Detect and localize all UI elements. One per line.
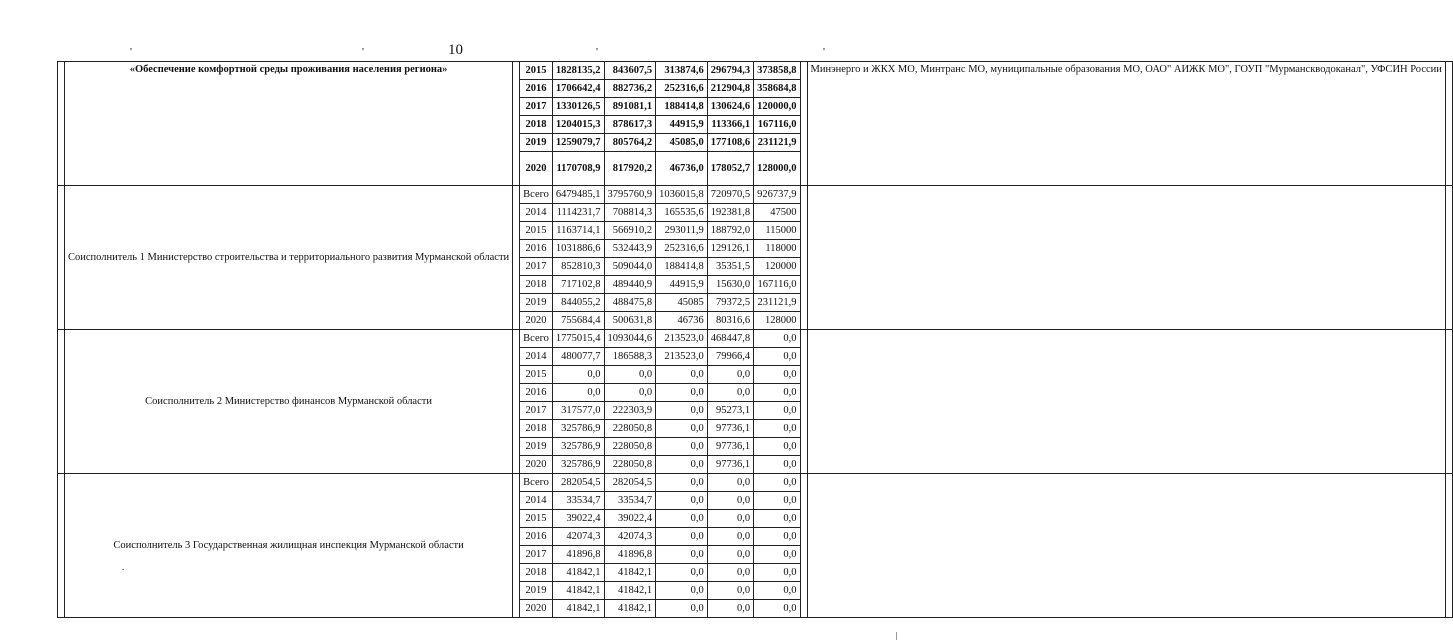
value-cell: 0,0: [656, 438, 708, 456]
value-cell: 0,0: [707, 492, 753, 510]
value-cell: 805764,2: [604, 134, 656, 152]
row-spacer: [807, 474, 1445, 618]
value-cell: 120000: [754, 258, 800, 276]
value-cell: 130624,6: [707, 98, 753, 116]
value-cell: 0,0: [707, 510, 753, 528]
value-cell: 282054,5: [604, 474, 656, 492]
value-cell: 0,0: [754, 474, 800, 492]
year-cell: Всего: [520, 330, 553, 348]
value-cell: 97736,1: [707, 420, 753, 438]
value-cell: 97736,1: [707, 438, 753, 456]
value-cell: 41842,1: [604, 600, 656, 618]
value-cell: 45085: [656, 294, 708, 312]
value-cell: 0,0: [604, 384, 656, 402]
row-spacer: [800, 474, 807, 618]
value-cell: 468447,8: [707, 330, 753, 348]
year-cell: 2020: [520, 312, 553, 330]
value-cell: 0,0: [754, 420, 800, 438]
value-cell: 0,0: [754, 384, 800, 402]
value-cell: 186588,3: [604, 348, 656, 366]
value-cell: 1775015,4: [552, 330, 604, 348]
row-spacer: [58, 186, 65, 330]
value-cell: 128000: [754, 312, 800, 330]
section-label: Соисполнитель 2 Министерство финансов Мурманской области: [65, 330, 513, 474]
value-cell: 33534,7: [552, 492, 604, 510]
value-cell: 1259079,7: [552, 134, 604, 152]
value-cell: 1093044,6: [604, 330, 656, 348]
value-cell: 708814,3: [604, 204, 656, 222]
value-cell: 0,0: [754, 528, 800, 546]
value-cell: 1170708,9: [552, 152, 604, 186]
year-cell: 2015: [520, 222, 553, 240]
value-cell: 79372,5: [707, 294, 753, 312]
value-cell: 45085,0: [656, 134, 708, 152]
value-cell: 41842,1: [552, 600, 604, 618]
value-cell: 79966,4: [707, 348, 753, 366]
value-cell: 282054,5: [552, 474, 604, 492]
year-cell: 2015: [520, 366, 553, 384]
year-cell: 2014: [520, 204, 553, 222]
value-cell: 1031886,6: [552, 240, 604, 258]
value-cell: 167116,0: [754, 276, 800, 294]
value-cell: 47500: [754, 204, 800, 222]
value-cell: 0,0: [656, 384, 708, 402]
value-cell: 228050,8: [604, 456, 656, 474]
section-label: «Обеспечение комфортной среды проживания населения региона»: [65, 62, 513, 186]
value-cell: 0,0: [754, 456, 800, 474]
value-cell: 46736: [656, 312, 708, 330]
value-cell: 566910,2: [604, 222, 656, 240]
row-spacer: [58, 330, 65, 474]
value-cell: 1163714,1: [552, 222, 604, 240]
year-cell: 2014: [520, 348, 553, 366]
value-cell: 41842,1: [552, 582, 604, 600]
year-cell: 2017: [520, 546, 553, 564]
value-cell: 0,0: [754, 582, 800, 600]
scan-edge: [896, 632, 897, 640]
row-spacer: [1445, 474, 1452, 618]
value-cell: 1204015,3: [552, 116, 604, 134]
year-cell: 2017: [520, 402, 553, 420]
value-cell: 878617,3: [604, 116, 656, 134]
value-cell: 213523,0: [656, 330, 708, 348]
value-cell: 0,0: [552, 384, 604, 402]
year-cell: 2020: [520, 600, 553, 618]
value-cell: 489440,9: [604, 276, 656, 294]
year-cell: 2019: [520, 438, 553, 456]
value-cell: 118000: [754, 240, 800, 258]
value-cell: 1706642,4: [552, 80, 604, 98]
value-cell: 41842,1: [604, 564, 656, 582]
value-cell: 532443,9: [604, 240, 656, 258]
value-cell: 231121,9: [754, 134, 800, 152]
value-cell: 717102,8: [552, 276, 604, 294]
value-cell: 44915,9: [656, 276, 708, 294]
table-row: [58, 330, 1453, 348]
value-cell: 488475,8: [604, 294, 656, 312]
year-cell: 2015: [520, 62, 553, 80]
value-cell: 852810,3: [552, 258, 604, 276]
value-cell: 1330126,5: [552, 98, 604, 116]
value-cell: 113366,1: [707, 116, 753, 134]
value-cell: 0,0: [754, 402, 800, 420]
value-cell: 0,0: [707, 384, 753, 402]
row-spacer: [513, 186, 520, 330]
value-cell: 325786,9: [552, 438, 604, 456]
value-cell: 178052,7: [707, 152, 753, 186]
row-spacer: [1445, 330, 1452, 474]
value-cell: 95273,1: [707, 402, 753, 420]
row-spacer: [800, 62, 807, 186]
funding-table: [57, 61, 1453, 618]
value-cell: 720970,5: [707, 186, 753, 204]
value-cell: 817920,2: [604, 152, 656, 186]
value-cell: 42074,3: [552, 528, 604, 546]
value-cell: 0,0: [656, 510, 708, 528]
value-cell: 42074,3: [604, 528, 656, 546]
value-cell: 0,0: [656, 564, 708, 582]
value-cell: 0,0: [707, 600, 753, 618]
year-cell: 2016: [520, 528, 553, 546]
value-cell: 755684,4: [552, 312, 604, 330]
value-cell: 46736,0: [656, 152, 708, 186]
value-cell: 188792,0: [707, 222, 753, 240]
value-cell: 0,0: [707, 582, 753, 600]
value-cell: 373858,8: [754, 62, 800, 80]
year-cell: 2020: [520, 152, 553, 186]
value-cell: 0,0: [754, 366, 800, 384]
value-cell: 0,0: [754, 564, 800, 582]
value-cell: 41896,8: [604, 546, 656, 564]
value-cell: 0,0: [656, 528, 708, 546]
value-cell: 500631,8: [604, 312, 656, 330]
value-cell: 167116,0: [754, 116, 800, 134]
value-cell: 0,0: [707, 474, 753, 492]
value-cell: 0,0: [754, 492, 800, 510]
row-spacer: [58, 474, 65, 618]
value-cell: 0,0: [754, 510, 800, 528]
value-cell: 212904,8: [707, 80, 753, 98]
value-cell: 128000,0: [754, 152, 800, 186]
table-row: [58, 474, 1453, 492]
value-cell: 926737,9: [754, 186, 800, 204]
value-cell: 222303,9: [604, 402, 656, 420]
value-cell: 41842,1: [604, 582, 656, 600]
value-cell: 0,0: [656, 546, 708, 564]
value-cell: 0,0: [656, 366, 708, 384]
value-cell: 293011,9: [656, 222, 708, 240]
value-cell: 120000,0: [754, 98, 800, 116]
value-cell: 1036015,8: [656, 186, 708, 204]
row-spacer: [513, 62, 520, 186]
value-cell: 296794,3: [707, 62, 753, 80]
value-cell: 228050,8: [604, 420, 656, 438]
table-row: [58, 62, 1453, 80]
value-cell: 41842,1: [552, 564, 604, 582]
value-cell: 891081,1: [604, 98, 656, 116]
top-mark: ': [362, 46, 364, 58]
row-spacer: [800, 330, 807, 474]
value-cell: 0,0: [656, 456, 708, 474]
row-spacer: [513, 330, 520, 474]
year-cell: 2016: [520, 240, 553, 258]
value-cell: 231121,9: [754, 294, 800, 312]
year-cell: 2020: [520, 456, 553, 474]
row-spacer: [513, 474, 520, 618]
value-cell: 41896,8: [552, 546, 604, 564]
value-cell: 6479485,1: [552, 186, 604, 204]
value-cell: 843607,5: [604, 62, 656, 80]
year-cell: Всего: [520, 186, 553, 204]
value-cell: 0,0: [656, 600, 708, 618]
row-spacer: [807, 186, 1445, 330]
top-mark: ': [130, 46, 132, 58]
value-cell: 317577,0: [552, 402, 604, 420]
value-cell: 0,0: [707, 546, 753, 564]
value-cell: 1828135,2: [552, 62, 604, 80]
year-cell: 2017: [520, 98, 553, 116]
year-cell: 2018: [520, 564, 553, 582]
value-cell: 844055,2: [552, 294, 604, 312]
value-cell: 325786,9: [552, 456, 604, 474]
top-mark: ': [596, 46, 598, 58]
row-spacer: [800, 186, 807, 330]
row-spacer: [1445, 62, 1452, 186]
value-cell: 80316,6: [707, 312, 753, 330]
value-cell: 0,0: [754, 348, 800, 366]
year-cell: 2019: [520, 134, 553, 152]
year-cell: Всего: [520, 474, 553, 492]
value-cell: 0,0: [656, 492, 708, 510]
year-cell: 2018: [520, 276, 553, 294]
value-cell: 509044,0: [604, 258, 656, 276]
bottom-mark: .: [122, 562, 125, 572]
value-cell: 44915,9: [656, 116, 708, 134]
row-spacer: [1445, 186, 1452, 330]
value-cell: 0,0: [754, 546, 800, 564]
value-cell: 165535,6: [656, 204, 708, 222]
value-cell: 882736,2: [604, 80, 656, 98]
value-cell: 0,0: [754, 600, 800, 618]
value-cell: 0,0: [604, 366, 656, 384]
value-cell: 0,0: [656, 582, 708, 600]
value-cell: 228050,8: [604, 438, 656, 456]
value-cell: 0,0: [656, 474, 708, 492]
value-cell: 33534,7: [604, 492, 656, 510]
value-cell: 177108,6: [707, 134, 753, 152]
year-cell: 2016: [520, 80, 553, 98]
value-cell: 358684,8: [754, 80, 800, 98]
value-cell: 3795760,9: [604, 186, 656, 204]
value-cell: 0,0: [552, 366, 604, 384]
executor-note: Минэнерго и ЖКХ МО, Минтранс МО, муниципальные образования МО, ОАО" АИЖК МО", ГОУП "Мурманскводоканал", УФСИН России: [807, 62, 1445, 186]
value-cell: 0,0: [656, 420, 708, 438]
year-cell: 2017: [520, 258, 553, 276]
value-cell: 1114231,7: [552, 204, 604, 222]
year-cell: 2014: [520, 492, 553, 510]
value-cell: 480077,7: [552, 348, 604, 366]
top-mark: ': [823, 46, 825, 58]
table-row: [58, 186, 1453, 204]
value-cell: 188414,8: [656, 98, 708, 116]
year-cell: 2018: [520, 116, 553, 134]
value-cell: 313874,6: [656, 62, 708, 80]
value-cell: 0,0: [754, 330, 800, 348]
value-cell: 35351,5: [707, 258, 753, 276]
value-cell: 213523,0: [656, 348, 708, 366]
year-cell: 2019: [520, 294, 553, 312]
value-cell: 188414,8: [656, 258, 708, 276]
value-cell: 0,0: [707, 564, 753, 582]
value-cell: 129126,1: [707, 240, 753, 258]
value-cell: 39022,4: [604, 510, 656, 528]
year-cell: 2019: [520, 582, 553, 600]
row-spacer: [58, 62, 65, 186]
value-cell: 15630,0: [707, 276, 753, 294]
value-cell: 325786,9: [552, 420, 604, 438]
value-cell: 192381,8: [707, 204, 753, 222]
page-number: 10: [448, 42, 463, 58]
value-cell: 97736,1: [707, 456, 753, 474]
year-cell: 2016: [520, 384, 553, 402]
row-spacer: [807, 330, 1445, 474]
value-cell: 252316,6: [656, 240, 708, 258]
value-cell: 0,0: [754, 438, 800, 456]
year-cell: 2015: [520, 510, 553, 528]
value-cell: 0,0: [707, 366, 753, 384]
year-cell: 2018: [520, 420, 553, 438]
value-cell: 0,0: [656, 402, 708, 420]
value-cell: 0,0: [707, 528, 753, 546]
section-label: Соисполнитель 3 Государственная жилищная инспекция Мурманской области: [65, 474, 513, 618]
value-cell: 115000: [754, 222, 800, 240]
value-cell: 39022,4: [552, 510, 604, 528]
value-cell: 252316,6: [656, 80, 708, 98]
section-label: Соисполнитель 1 Министерство строительства и территориального развития Мурманской области: [65, 186, 513, 330]
